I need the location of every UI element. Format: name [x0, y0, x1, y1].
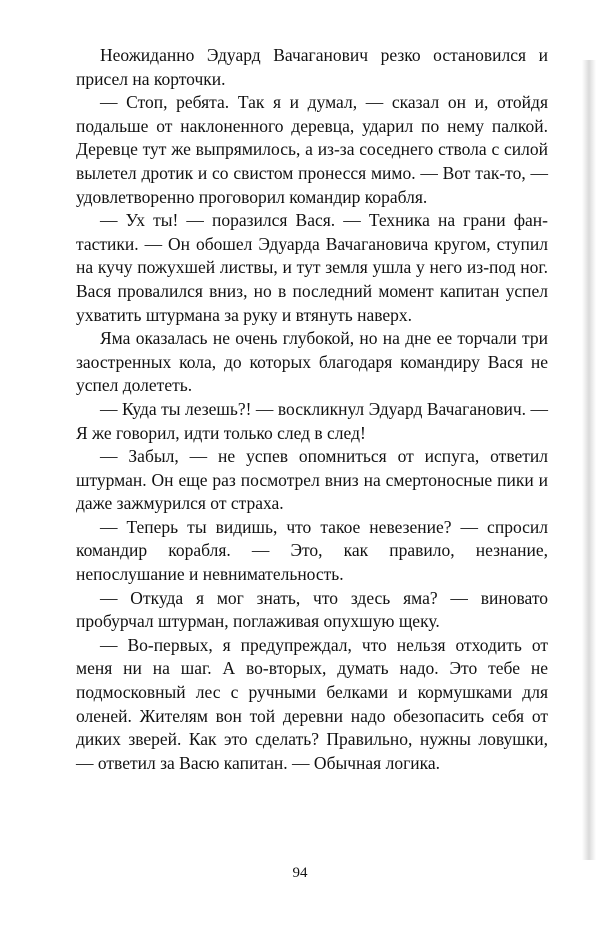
paragraph: — Ух ты! — поразился Вася. — Техника на грани фантастики. — Он обошел Эдуарда Вачагановича кругом, ступил на кучу пожухшей листвы, и тут земля ушла у него из-под ног. Вася провалился вниз, но в последний момент капитан успел ухватить штурмана за руку и втянуть наверх. [76, 210, 548, 325]
page-number: 94 [292, 865, 308, 881]
paragraph: — Откуда я мог знать, что здесь яма? — виновато пробурчал штурман, поглаживая опухшую щеку. [76, 587, 548, 632]
paragraph: — Во-первых, я предупреждал, что нельзя отходить от меня ни на шаг. А во-вторых, думать надо. Это тебе не подмосковный лес с ручными белками и кормушками для оленей. Жителям вон той деревни надо обезопасить себя от диких зверей. Как это сделать? Правильно, нужны ловушки, — ответил за Васю капитан. — Обычная логика. [76, 634, 548, 773]
scan-shadow [582, 60, 596, 860]
paragraph: Яма оказалась не очень глубокой, но на дне ее торчали три заостренных кола, до которых благодаря командиру Вася не успел долететь. [76, 328, 548, 396]
paragraph: — Стоп, ребята. Так я и думал, — сказал он и, отойдя подальше от наклоненного деревца, ударил по нему палкой. Деревце тут же выпрямилось, а из-за соседнего ствола с силой вылетел дротик и со свистом пронесся мимо. — Вот так-то, — удовлетворенно проговорил командир корабля. [76, 92, 548, 207]
body-text [76, 44, 548, 775]
paragraph: — Куда ты лезешь?! — воскликнул Эдуард Вачаганович. — Я же говорил, идти только след в след! [76, 398, 548, 443]
paragraph: — Забыл, — не успев опомниться от испуга, ответил штурман. Он еще раз посмотрел вниз на смертоносные пики и даже зажмурился от страха. [76, 446, 548, 514]
paragraph: — Теперь ты видишь, что такое невезение? — спросил командир корабля. — Это, как правило, незнание, непослушание и невнимательность. [76, 516, 548, 585]
paragraph: Неожиданно Эдуард Вачаганович резко остановился и присел на корточки. [76, 45, 548, 89]
